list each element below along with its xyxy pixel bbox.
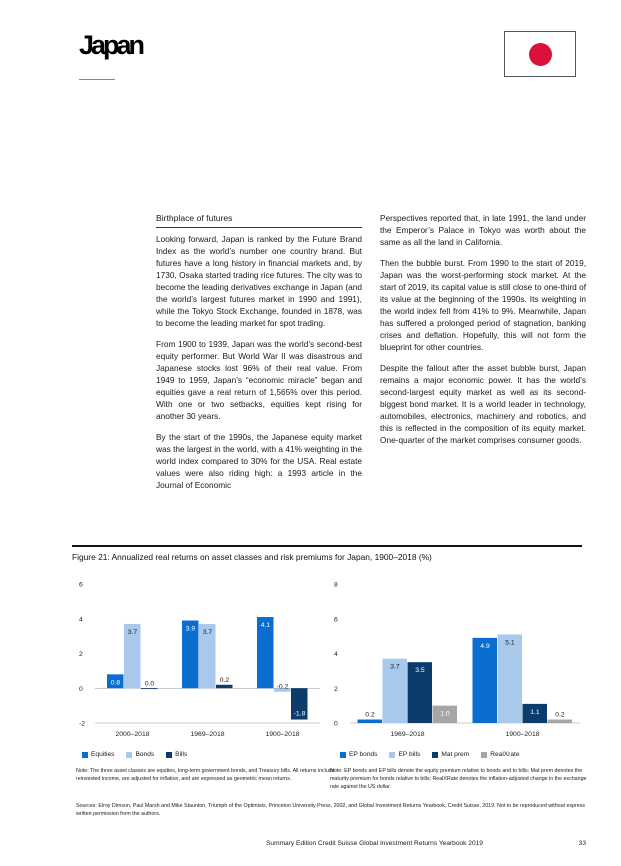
category-label: 1969–2018 (190, 731, 225, 738)
page-footer (266, 840, 586, 847)
y-tick-label: 2 (79, 651, 83, 658)
legend-swatch (82, 752, 88, 758)
legend-swatch (126, 752, 132, 758)
paragraph: Then the bubble burst. From 1990 to the start of 2019, Japan was the worst-performing stock market. At the start of 2019, its capital value is still close to one-third of its value at the beginning of the 1990s. Its weighting in the world index fell from 41% to 9%. Meanwhile, Japan has suffered a prolonged period of stagnation, banking crises and deflation. Hopefully, this will not form the blueprint for other countries. (380, 258, 586, 352)
flag-disc (529, 43, 552, 66)
y-tick-label: 6 (334, 616, 338, 624)
data-label: 3.9 (185, 625, 196, 633)
chart-note-left: Note: The three asset classes are equities, long-term government bonds, and Treasury bills. All returns include reinvested income, are adjusted for inflation, and are expressed as geometric mean returns. (76, 768, 335, 782)
legend-swatch (481, 752, 487, 758)
paragraph: From 1900 to 1939, Japan was the world’s second-best equity performer. But World War II was disastrous and Japanese stocks lost 96% of their real value. From 1949 to 1959, Japan’s “economic miracle” began and equities gave a real return of 1,565% over this period. With one or two setbacks, equities kept rising for another 30 years. (156, 339, 362, 421)
legend-label: Bills (175, 751, 188, 758)
data-label: 0.2 (555, 711, 565, 719)
section-subhead: Birthplace of futures (156, 212, 362, 228)
legend-swatch (166, 752, 172, 758)
article-left-column (156, 212, 362, 500)
data-label: 0.8 (110, 679, 121, 687)
y-tick-label: 0 (334, 720, 338, 728)
figure-rule (72, 545, 582, 547)
title-rule (79, 79, 115, 80)
bar-ep-bonds (358, 720, 383, 723)
legend-label: Mat prem (441, 751, 470, 758)
data-label: 0.2 (365, 711, 375, 719)
category-label: 2000–2018 (115, 731, 150, 738)
data-label: 0.0 (144, 680, 155, 688)
data-label: 3.7 (127, 628, 138, 636)
legend-item (126, 751, 154, 758)
legend-item (432, 751, 469, 758)
category-label: 1969–2018 (390, 731, 425, 738)
paragraph: By the start of the 1990s, the Japanese equity market was the largest in the world, with a 41% weighting in the world index compared to 30% for the USA. Real estate values were also riding high: a 1993 article in the Journal of Economic (156, 432, 362, 490)
figure-title: Figure 21: Annualized real returns on asset classes and risk premiums for Japan, 1900–2018 (%) (72, 552, 432, 562)
legend-asset-classes (82, 751, 187, 758)
legend-label: RealXrate (490, 751, 520, 758)
y-tick-label: 2 (334, 685, 338, 693)
y-tick-label: 6 (79, 581, 83, 589)
category-label: 1900–2018 (265, 731, 300, 738)
legend-label: Bonds (135, 751, 155, 758)
legend-item (340, 751, 377, 758)
data-label: 1.0 (440, 710, 450, 718)
y-tick-label: -2 (79, 720, 86, 728)
data-label: -1.8 (293, 710, 306, 718)
legend-label: EP bonds (349, 751, 378, 758)
paragraph: Looking forward, Japan is ranked by the Future Brand Index as the world’s number one country brand. But futures have a long history in financial markets and, by 1730, Osaka started trading rice futures. The city was to become the leading derivatives exchange in Japan (and the world’s largest futures market in 1990 and 1991), while the Tokyo Stock Exchange, founded in 1878, was to become the leading market for spot trading. (156, 234, 362, 328)
data-label: 3.5 (415, 667, 425, 675)
y-tick-label: 8 (334, 581, 338, 589)
legend-label: Equities (91, 751, 115, 758)
data-label: 3.7 (202, 628, 213, 636)
bar-ep-bonds (473, 638, 498, 723)
page-number: 33 (578, 840, 586, 847)
legend-swatch (389, 752, 395, 758)
paragraph: Perspectives reported that, in late 1991, the land under the Emperor’s Palace in Tokyo was worth about the same as all the land in California. (380, 213, 586, 247)
data-label: 4.9 (480, 642, 490, 650)
data-label: 1.1 (530, 708, 540, 716)
data-label: 3.7 (390, 663, 400, 671)
legend-label: EP bills (398, 751, 421, 758)
page-title: Japan (79, 30, 143, 60)
risk-premiums-chart (0, 574, 621, 744)
legend-item (389, 751, 420, 758)
legend-swatch (340, 752, 346, 758)
data-label: 5.1 (505, 639, 515, 647)
paragraph: Despite the fallout after the asset bubble burst, Japan remains a major economic power. It has the world’s second-largest equity market as well as its second-biggest bond market. It is a world leader in technology, automobiles, electronics, machinery and robotics, and this is reflected in the composition of its equity market. One-quarter of the market comprises consumer goods. (380, 363, 586, 445)
japan-flag-icon (504, 31, 576, 77)
legend-swatch (432, 752, 438, 758)
bar-ep-bills (498, 634, 523, 723)
sources-text: Sources: Elroy Dimson, Paul Marsh and Mike Staunton, Triumph of the Optimists, Princeton University Press, 2002, and Global Investment Returns Yearbook, Credit Suisse, 2019. Not to be reproduced without express written permission from the authors. (76, 803, 586, 817)
legend-risk-premiums (340, 751, 520, 758)
footer-text: Summary Edition Credit Suisse Global Investment Returns Yearbook 2019 (266, 840, 483, 847)
category-label: 1900–2018 (505, 731, 540, 738)
legend-item (481, 751, 519, 758)
legend-item (82, 751, 114, 758)
bar-realxrate (548, 720, 573, 723)
data-label: 4.1 (260, 622, 271, 630)
y-tick-label: 4 (79, 616, 83, 624)
y-tick-label: 4 (334, 651, 338, 658)
data-label: -0.2 (276, 683, 289, 691)
legend-item (166, 751, 187, 758)
article-right-column (380, 212, 586, 455)
y-tick-label: 0 (79, 685, 83, 693)
data-label: 0.2 (219, 676, 230, 684)
chart-note-right: Note: EP bonds and EP bills denote the equity premium relative to bonds and to bills; Mat prem denotes the maturity premium for bonds relative to bills; RealXRate denotes the inflation-adjusted change in the exchange rate against the US dollar. (330, 768, 587, 790)
